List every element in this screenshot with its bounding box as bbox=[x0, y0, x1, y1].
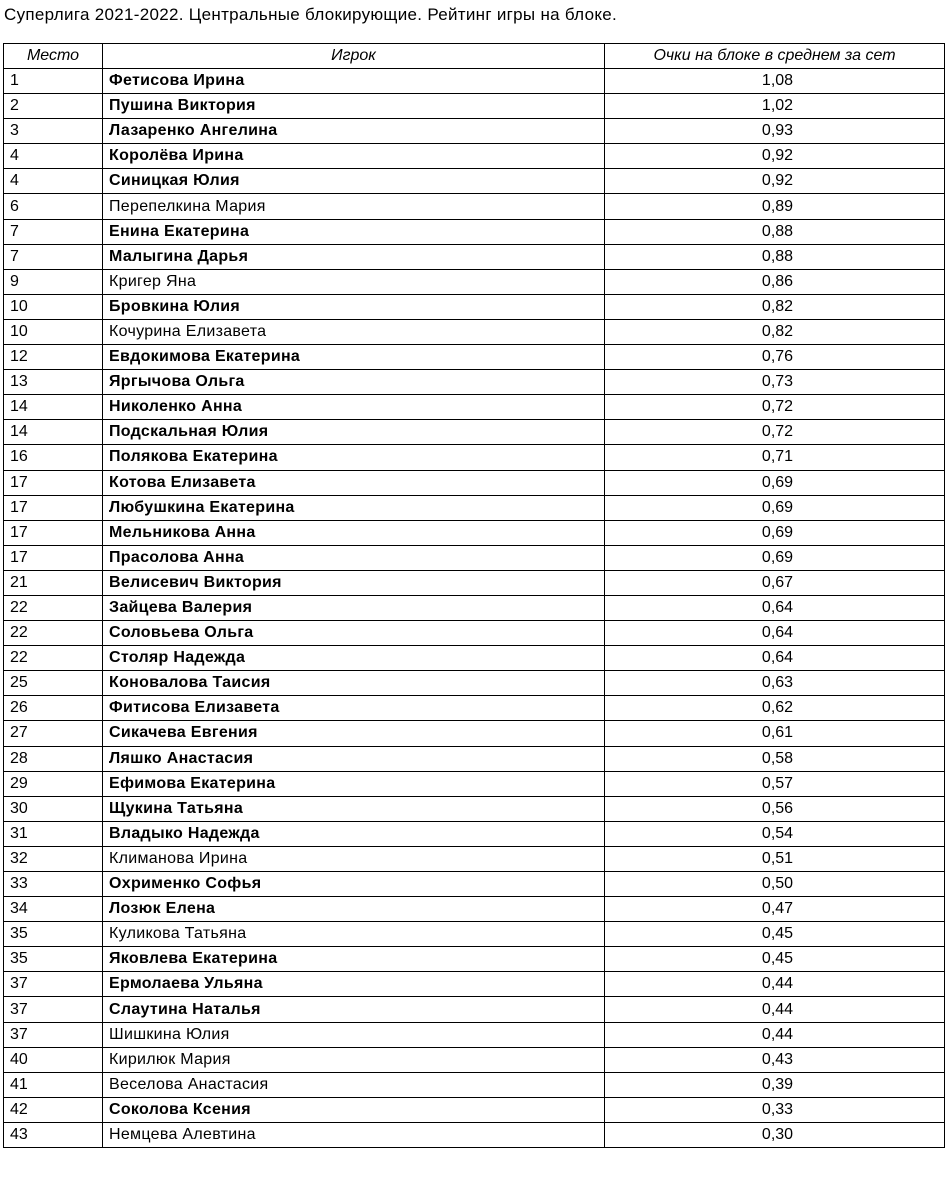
points-cell: 0,45 bbox=[605, 922, 945, 947]
player-cell: Соколова Ксения bbox=[103, 1097, 605, 1122]
points-cell: 0,72 bbox=[605, 395, 945, 420]
player-cell: Николенко Анна bbox=[103, 395, 605, 420]
place-cell: 43 bbox=[4, 1122, 103, 1147]
player-cell: Владыко Надежда bbox=[103, 821, 605, 846]
player-cell: Енина Екатерина bbox=[103, 219, 605, 244]
place-cell: 21 bbox=[4, 570, 103, 595]
points-cell: 0,86 bbox=[605, 269, 945, 294]
place-cell: 37 bbox=[4, 1022, 103, 1047]
table-row bbox=[4, 570, 945, 595]
player-cell: Прасолова Анна bbox=[103, 545, 605, 570]
points-cell: 0,82 bbox=[605, 294, 945, 319]
table-row bbox=[4, 144, 945, 169]
place-cell: 33 bbox=[4, 872, 103, 897]
table-row bbox=[4, 796, 945, 821]
place-cell: 10 bbox=[4, 294, 103, 319]
points-cell: 1,08 bbox=[605, 69, 945, 94]
table-row bbox=[4, 545, 945, 570]
player-cell: Яргычова Ольга bbox=[103, 370, 605, 395]
table-row bbox=[4, 595, 945, 620]
place-cell: 17 bbox=[4, 470, 103, 495]
place-cell: 17 bbox=[4, 495, 103, 520]
place-cell: 30 bbox=[4, 796, 103, 821]
points-cell: 0,30 bbox=[605, 1122, 945, 1147]
table-row bbox=[4, 470, 945, 495]
table-body bbox=[4, 69, 945, 1148]
points-cell: 0,50 bbox=[605, 872, 945, 897]
place-cell: 4 bbox=[4, 144, 103, 169]
player-cell: Коновалова Таисия bbox=[103, 671, 605, 696]
points-cell: 0,71 bbox=[605, 445, 945, 470]
table-row bbox=[4, 997, 945, 1022]
player-cell: Щукина Татьяна bbox=[103, 796, 605, 821]
points-cell: 0,67 bbox=[605, 570, 945, 595]
table-row bbox=[4, 319, 945, 344]
rating-table bbox=[3, 43, 945, 1148]
place-cell: 25 bbox=[4, 671, 103, 696]
place-cell: 22 bbox=[4, 595, 103, 620]
place-cell: 17 bbox=[4, 520, 103, 545]
table-row bbox=[4, 696, 945, 721]
player-cell: Соловьева Ольга bbox=[103, 621, 605, 646]
table-row bbox=[4, 495, 945, 520]
place-cell: 32 bbox=[4, 846, 103, 871]
place-cell: 16 bbox=[4, 445, 103, 470]
table-row bbox=[4, 194, 945, 219]
points-cell: 0,64 bbox=[605, 595, 945, 620]
table-row bbox=[4, 169, 945, 194]
player-cell: Котова Елизавета bbox=[103, 470, 605, 495]
player-cell: Охрименко Софья bbox=[103, 872, 605, 897]
table-row bbox=[4, 721, 945, 746]
table-row bbox=[4, 345, 945, 370]
table-row bbox=[4, 972, 945, 997]
table-row bbox=[4, 520, 945, 545]
points-cell: 0,69 bbox=[605, 470, 945, 495]
place-cell: 13 bbox=[4, 370, 103, 395]
player-cell: Полякова Екатерина bbox=[103, 445, 605, 470]
table-row bbox=[4, 370, 945, 395]
player-cell: Немцева Алевтина bbox=[103, 1122, 605, 1147]
points-cell: 0,76 bbox=[605, 345, 945, 370]
table-row bbox=[4, 94, 945, 119]
place-cell: 22 bbox=[4, 646, 103, 671]
column-header-points: Очки на блоке в среднем за сет bbox=[605, 44, 945, 69]
points-cell: 0,43 bbox=[605, 1047, 945, 1072]
table-row bbox=[4, 947, 945, 972]
column-header-player: Игрок bbox=[103, 44, 605, 69]
table-row bbox=[4, 420, 945, 445]
points-cell: 0,93 bbox=[605, 119, 945, 144]
player-cell: Слаутина Наталья bbox=[103, 997, 605, 1022]
place-cell: 6 bbox=[4, 194, 103, 219]
table-row bbox=[4, 1122, 945, 1147]
player-cell: Мельникова Анна bbox=[103, 520, 605, 545]
table-row bbox=[4, 219, 945, 244]
player-cell: Лазаренко Ангелина bbox=[103, 119, 605, 144]
table-row bbox=[4, 395, 945, 420]
points-cell: 0,57 bbox=[605, 771, 945, 796]
player-cell: Веселова Анастасия bbox=[103, 1072, 605, 1097]
place-cell: 29 bbox=[4, 771, 103, 796]
place-cell: 14 bbox=[4, 395, 103, 420]
table-row bbox=[4, 821, 945, 846]
table-row bbox=[4, 922, 945, 947]
player-cell: Куликова Татьяна bbox=[103, 922, 605, 947]
points-cell: 0,82 bbox=[605, 319, 945, 344]
place-cell: 17 bbox=[4, 545, 103, 570]
table-row bbox=[4, 771, 945, 796]
table-row bbox=[4, 294, 945, 319]
points-cell: 0,63 bbox=[605, 671, 945, 696]
player-cell: Ефимова Екатерина bbox=[103, 771, 605, 796]
player-cell: Королёва Ирина bbox=[103, 144, 605, 169]
table-row bbox=[4, 1097, 945, 1122]
place-cell: 42 bbox=[4, 1097, 103, 1122]
points-cell: 0,88 bbox=[605, 219, 945, 244]
points-cell: 0,62 bbox=[605, 696, 945, 721]
points-cell: 0,92 bbox=[605, 169, 945, 194]
place-cell: 26 bbox=[4, 696, 103, 721]
place-cell: 37 bbox=[4, 997, 103, 1022]
place-cell: 4 bbox=[4, 169, 103, 194]
points-cell: 0,54 bbox=[605, 821, 945, 846]
table-row bbox=[4, 244, 945, 269]
player-cell: Столяр Надежда bbox=[103, 646, 605, 671]
player-cell: Кригер Яна bbox=[103, 269, 605, 294]
points-cell: 0,69 bbox=[605, 495, 945, 520]
player-cell: Зайцева Валерия bbox=[103, 595, 605, 620]
table-row bbox=[4, 846, 945, 871]
points-cell: 1,02 bbox=[605, 94, 945, 119]
place-cell: 37 bbox=[4, 972, 103, 997]
player-cell: Климанова Ирина bbox=[103, 846, 605, 871]
points-cell: 0,64 bbox=[605, 621, 945, 646]
player-cell: Велисевич Виктория bbox=[103, 570, 605, 595]
points-cell: 0,56 bbox=[605, 796, 945, 821]
player-cell: Ермолаева Ульяна bbox=[103, 972, 605, 997]
points-cell: 0,33 bbox=[605, 1097, 945, 1122]
player-cell: Шишкина Юлия bbox=[103, 1022, 605, 1047]
points-cell: 0,64 bbox=[605, 646, 945, 671]
table-row bbox=[4, 269, 945, 294]
place-cell: 12 bbox=[4, 345, 103, 370]
table-row bbox=[4, 1047, 945, 1072]
place-cell: 10 bbox=[4, 319, 103, 344]
place-cell: 2 bbox=[4, 94, 103, 119]
place-cell: 34 bbox=[4, 897, 103, 922]
player-cell: Любушкина Екатерина bbox=[103, 495, 605, 520]
points-cell: 0,61 bbox=[605, 721, 945, 746]
points-cell: 0,69 bbox=[605, 520, 945, 545]
player-cell: Фетисова Ирина bbox=[103, 69, 605, 94]
player-cell: Лозюк Елена bbox=[103, 897, 605, 922]
table-row bbox=[4, 621, 945, 646]
table-row bbox=[4, 1072, 945, 1097]
table-row bbox=[4, 897, 945, 922]
player-cell: Сикачева Евгения bbox=[103, 721, 605, 746]
table-row bbox=[4, 872, 945, 897]
player-cell: Фитисова Елизавета bbox=[103, 696, 605, 721]
player-cell: Перепелкина Мария bbox=[103, 194, 605, 219]
points-cell: 0,72 bbox=[605, 420, 945, 445]
table-row bbox=[4, 671, 945, 696]
player-cell: Подскальная Юлия bbox=[103, 420, 605, 445]
points-cell: 0,69 bbox=[605, 545, 945, 570]
place-cell: 3 bbox=[4, 119, 103, 144]
place-cell: 35 bbox=[4, 947, 103, 972]
player-cell: Кирилюк Мария bbox=[103, 1047, 605, 1072]
table-row bbox=[4, 119, 945, 144]
table-row bbox=[4, 746, 945, 771]
points-cell: 0,73 bbox=[605, 370, 945, 395]
points-cell: 0,44 bbox=[605, 972, 945, 997]
place-cell: 27 bbox=[4, 721, 103, 746]
table-header-row bbox=[4, 44, 945, 69]
player-cell: Бровкина Юлия bbox=[103, 294, 605, 319]
place-cell: 41 bbox=[4, 1072, 103, 1097]
points-cell: 0,45 bbox=[605, 947, 945, 972]
place-cell: 31 bbox=[4, 821, 103, 846]
table-row bbox=[4, 445, 945, 470]
place-cell: 7 bbox=[4, 244, 103, 269]
points-cell: 0,39 bbox=[605, 1072, 945, 1097]
player-cell: Пушина Виктория bbox=[103, 94, 605, 119]
points-cell: 0,88 bbox=[605, 244, 945, 269]
place-cell: 7 bbox=[4, 219, 103, 244]
place-cell: 28 bbox=[4, 746, 103, 771]
player-cell: Яковлева Екатерина bbox=[103, 947, 605, 972]
table-row bbox=[4, 646, 945, 671]
place-cell: 1 bbox=[4, 69, 103, 94]
table-row bbox=[4, 1022, 945, 1047]
points-cell: 0,44 bbox=[605, 997, 945, 1022]
place-cell: 22 bbox=[4, 621, 103, 646]
points-cell: 0,51 bbox=[605, 846, 945, 871]
page-title: Суперлига 2021-2022. Центральные блокирующие. Рейтинг игры на блоке. bbox=[4, 5, 618, 24]
points-cell: 0,44 bbox=[605, 1022, 945, 1047]
points-cell: 0,47 bbox=[605, 897, 945, 922]
points-cell: 0,92 bbox=[605, 144, 945, 169]
place-cell: 9 bbox=[4, 269, 103, 294]
player-cell: Евдокимова Екатерина bbox=[103, 345, 605, 370]
place-cell: 14 bbox=[4, 420, 103, 445]
player-cell: Ляшко Анастасия bbox=[103, 746, 605, 771]
column-header-place: Место bbox=[4, 44, 103, 69]
place-cell: 35 bbox=[4, 922, 103, 947]
player-cell: Синицкая Юлия bbox=[103, 169, 605, 194]
player-cell: Малыгина Дарья bbox=[103, 244, 605, 269]
table-row bbox=[4, 69, 945, 94]
points-cell: 0,89 bbox=[605, 194, 945, 219]
place-cell: 40 bbox=[4, 1047, 103, 1072]
player-cell: Кочурина Елизавета bbox=[103, 319, 605, 344]
points-cell: 0,58 bbox=[605, 746, 945, 771]
